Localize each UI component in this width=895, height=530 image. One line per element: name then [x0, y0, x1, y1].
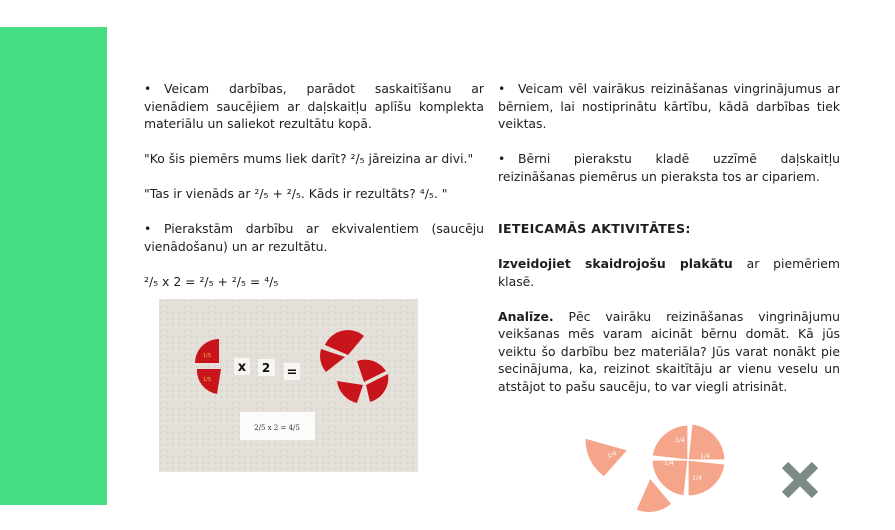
deco-label-6: 1/4: [692, 475, 702, 482]
activity-1-bold: Izveidojiet skaidrojošu plakātu: [498, 256, 733, 271]
large-circle: [652, 424, 725, 496]
deco-label-3: 1/4: [675, 437, 685, 444]
left-column: [144, 80, 484, 290]
quote-1: "Ko šis piemērs mums liek darīt? ²/₅ jāreizina ar divi.": [144, 151, 474, 166]
deco-label-2: 1/4: [638, 485, 647, 497]
svg-text:1/5: 1/5: [203, 353, 212, 359]
number-two: 2: [261, 361, 271, 375]
quote-2: "Tas ir vienāds ar ²/₅ + ²/₅. Kāds ir rezultāts? ⁴/₅. ": [144, 186, 448, 201]
right-column: [498, 80, 840, 395]
left-bullet-1: • Veicam darbības, parādot saskaitīšanu ar vienādiem saucējiem ar daļskaitļu aplīšu komplekta materiālu un saliekot rezultātu kopā.: [144, 80, 484, 133]
analysis-rest: Pēc vairāku reizināšanas vingrinājumu veikšanas mēs varam aicināt bērnu domāt. Kā jūs veiktu šo darbību bez materiāla? Jūs varat nonākt pie secinājuma, ka, reizinot skaitītāju ar vienu veselu un atstājot to pašu saucēju, to var viegli atrisināt.: [498, 308, 840, 394]
green-side-bar: [0, 27, 107, 505]
activity-1-rest: ar piemēriem klasē.: [498, 256, 840, 289]
svg-text:1/5: 1/5: [203, 377, 212, 383]
equation-card-text: 2/5 x 2 = 4/5: [254, 424, 300, 432]
deco-label-5: 1/4: [700, 453, 710, 460]
gray-cross-icon: [785, 465, 815, 495]
analysis-paragraph: [498, 308, 840, 396]
left-bullet-2: • Pierakstām darbību ar ekvivalentiem (saucēju vienādošanu) un ar rezultātu.: [144, 220, 484, 255]
activities-heading: IETEICAMĀS AKTIVITĀTES:: [498, 221, 691, 236]
right-bullet-2: • Bērni pierakstu kladē uzzīmē daļskaitļu reizināšanas piemērus un pieraksta tos ar cipariem.: [498, 150, 840, 185]
single-piece-left: [585, 438, 628, 477]
deco-label-4: 1/4: [664, 460, 674, 467]
fraction-circles-photo: [159, 299, 418, 472]
equation: ²/₅ x 2 = ²/₅ + ²/₅ = ⁴/₅: [144, 273, 279, 289]
decorative-fraction-graphic: [580, 420, 830, 520]
right-bullet-1: • Veicam vēl vairākus reizināšanas vingrinājumus ar bērniem, lai nostiprinātu kārtību, kādā darbības tiek veiktas.: [498, 80, 840, 133]
activity-1: [498, 255, 840, 290]
times-symbol: x: [237, 360, 247, 375]
equals-symbol: =: [286, 365, 298, 380]
deco-label-1: 1/4: [606, 449, 618, 460]
analysis-bold: Analīze.: [498, 308, 554, 324]
